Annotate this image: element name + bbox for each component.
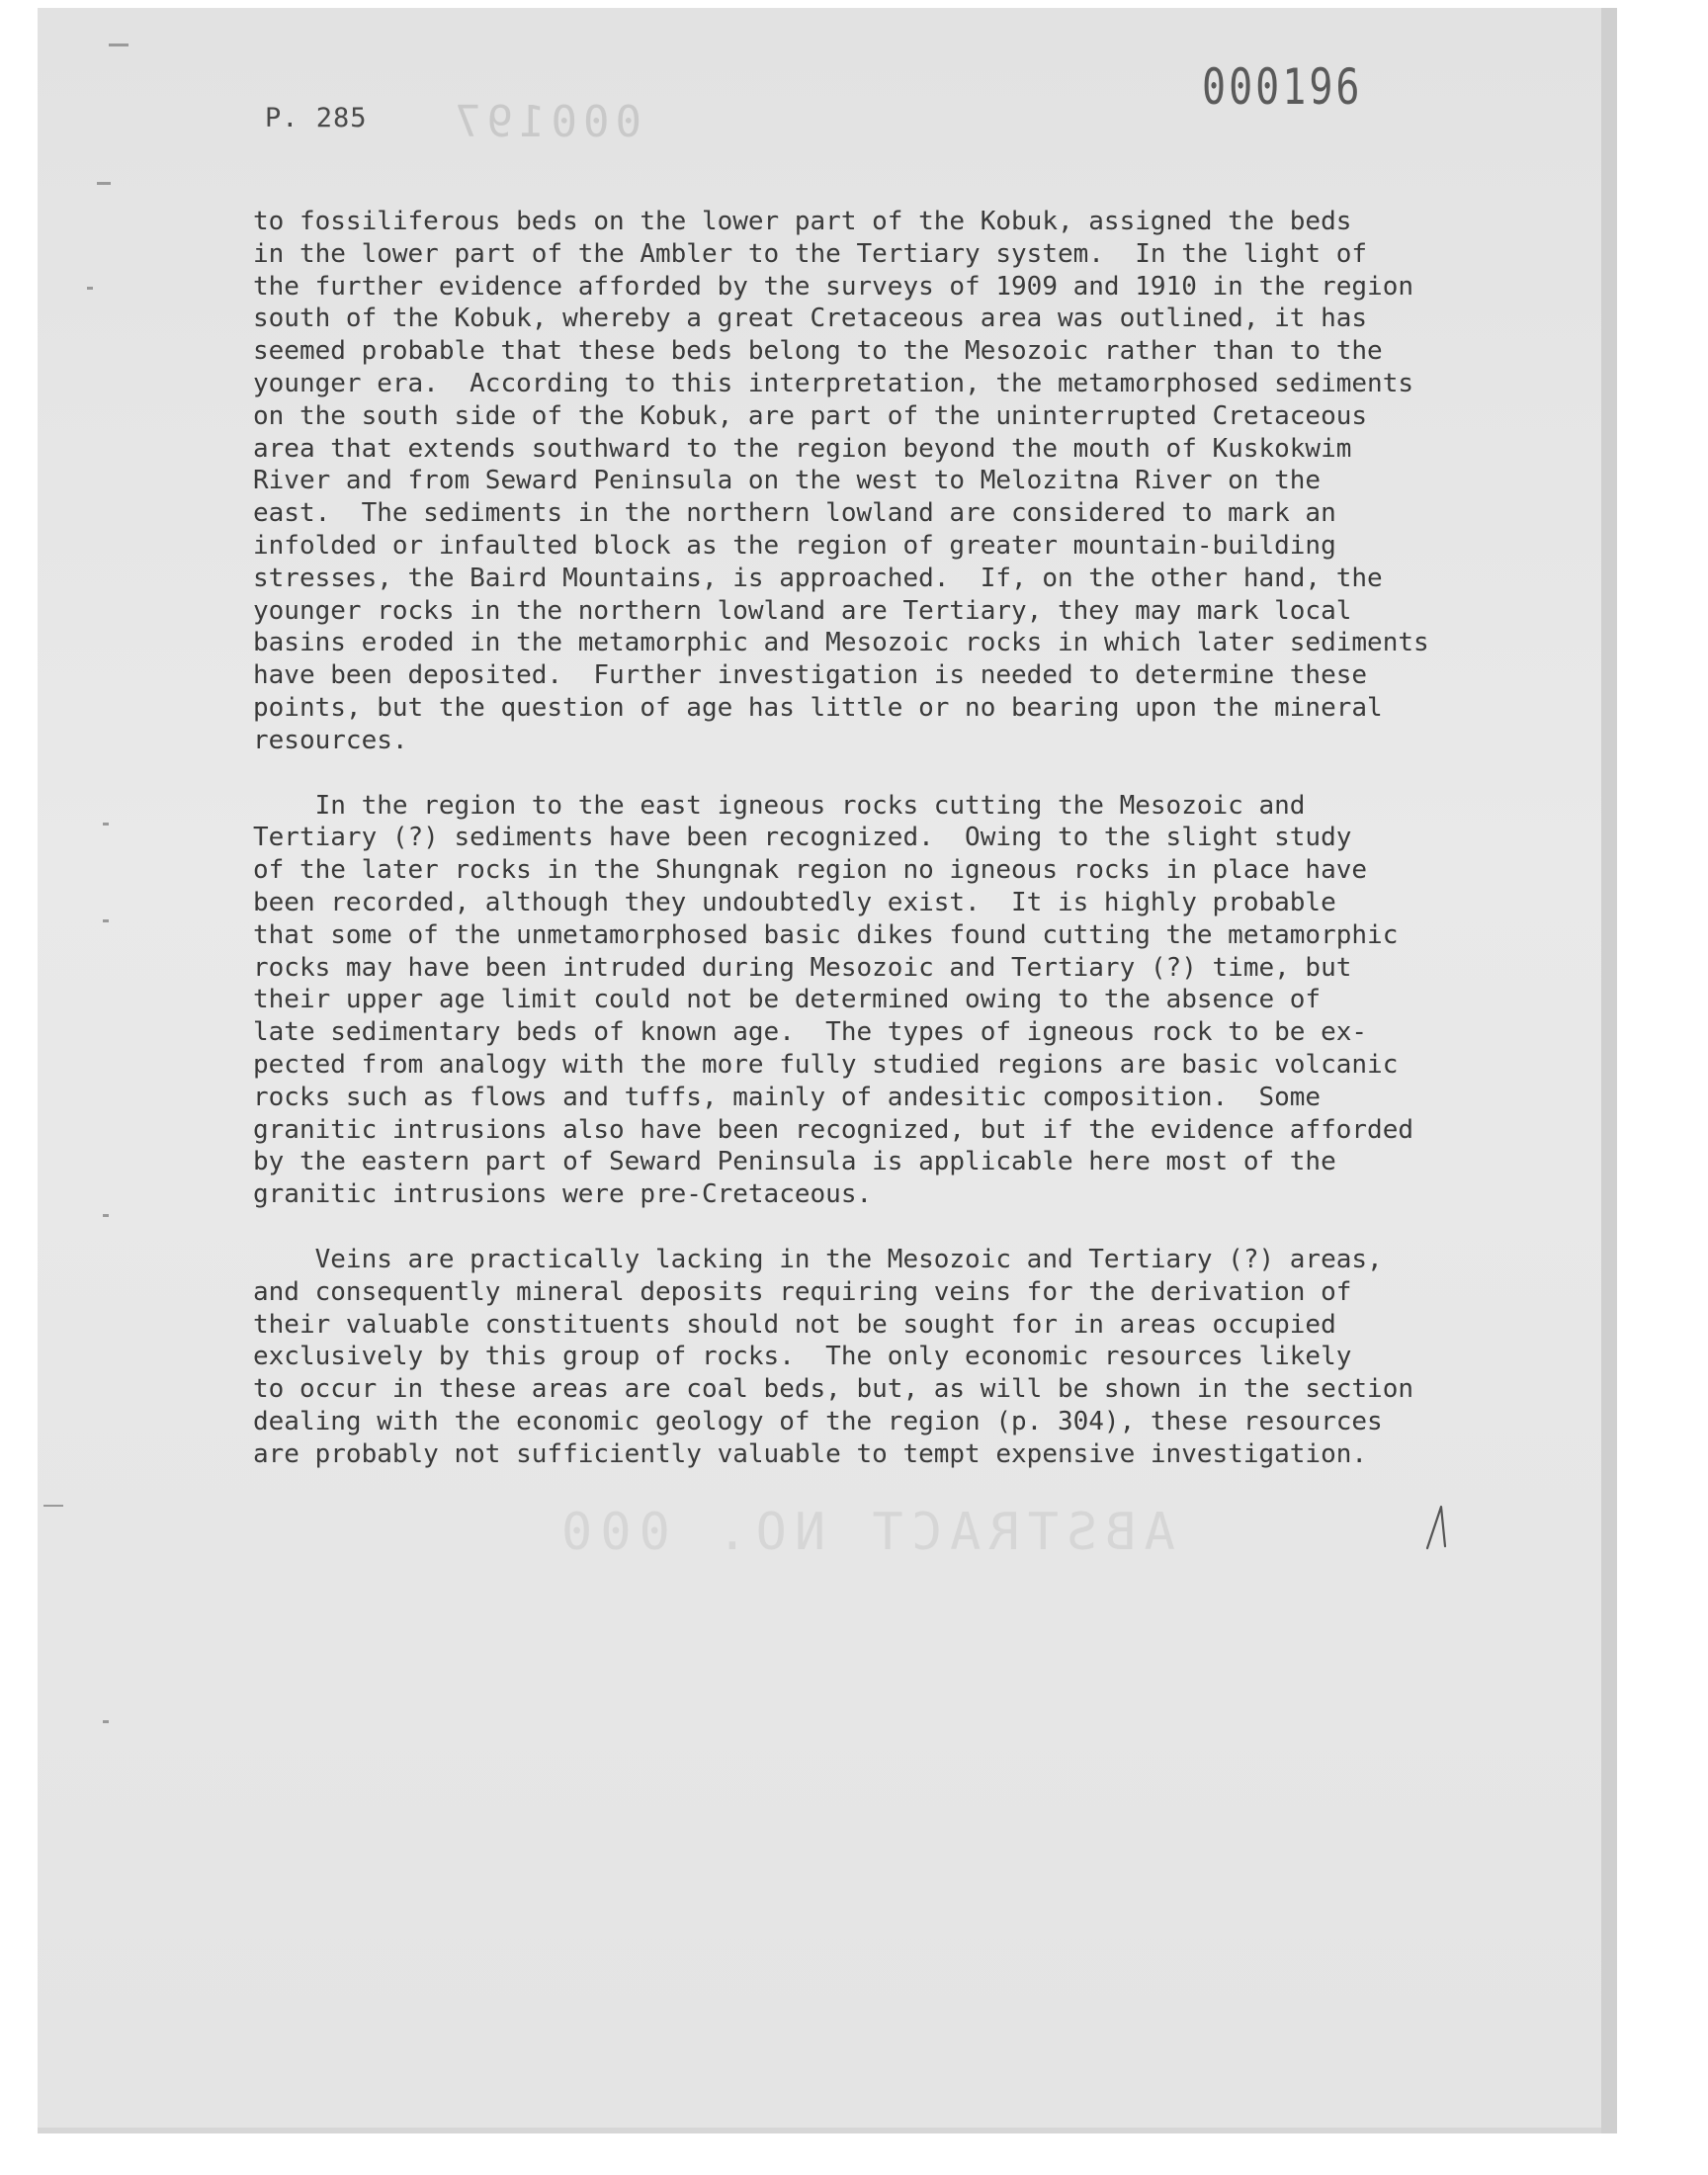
bleed-through-stamp: 000197 — [449, 97, 641, 147]
margin-mark — [103, 1214, 109, 1217]
text-line: in the lower part of the Ambler to the Tertiary system. In the light of — [253, 238, 1368, 269]
paragraph-1 — [253, 206, 1538, 757]
text-line: by the eastern part of Seward Peninsula is applicable here most of the — [253, 1147, 1336, 1177]
text-line: have been deposited. Further investigation is needed to determine these — [253, 660, 1368, 691]
text-line: pected from analogy with the more fully studied regions are basic volcanic — [253, 1049, 1399, 1080]
text-line: infolded or infaulted block as the region of greater mountain-building — [253, 530, 1336, 561]
text-line: to fossiliferous beds on the lower part of the Kobuk, assigned the beds — [253, 207, 1352, 236]
margin-mark — [103, 1720, 109, 1723]
text-line: are probably not sufficiently valuable to tempt expensive investigation. — [253, 1438, 1368, 1469]
text-line: younger rocks in the northern lowland are Tertiary, they may mark local — [253, 595, 1352, 626]
body-text — [253, 206, 1538, 1503]
text-line: rocks such as flows and tuffs, mainly of andesitic composition. Some — [253, 1082, 1322, 1112]
margin-mark — [103, 823, 109, 826]
text-line: Veins are practically lacking in the Mesozoic and Tertiary (?) areas, — [253, 1244, 1383, 1274]
text-line: east. The sediments in the northern lowland are considered to mark an — [253, 498, 1336, 529]
margin-mark — [109, 44, 128, 46]
text-line: south of the Kobuk, whereby a great Cretaceous area was outlined, it has — [253, 304, 1368, 334]
text-line: granitic intrusions also have been recognized, but if the evidence afforded — [253, 1114, 1413, 1145]
text-line: late sedimentary beds of known age. The types of igneous rock to be ex- — [253, 1017, 1368, 1048]
margin-mark — [103, 919, 109, 922]
text-line: points, but the question of age has little or no bearing upon the mineral — [253, 692, 1383, 723]
text-line: dealing with the economic geology of the region (p. 304), these resources — [253, 1406, 1383, 1436]
bates-number: 000196 — [1202, 59, 1363, 117]
text-line: their upper age limit could not be determined owing to the absence of — [253, 985, 1322, 1015]
paragraph-3 — [253, 1244, 1538, 1471]
page-edge-shadow — [1601, 8, 1617, 2133]
handwritten-check-mark — [1421, 1503, 1461, 1552]
page-number: P. 285 — [265, 103, 368, 133]
text-line: resources. — [253, 725, 408, 755]
text-line: granitic intrusions were pre-Cretaceous. — [253, 1179, 873, 1210]
text-line: exclusively by this group of rocks. The only economic resources likely — [253, 1342, 1352, 1372]
text-line: that some of the unmetamorphosed basic dikes found cutting the metamorphic — [253, 919, 1399, 950]
text-line: to occur in these areas are coal beds, but, as will be shown in the section — [253, 1374, 1413, 1405]
text-line: the further evidence afforded by the surveys of 1909 and 1910 in the region — [253, 271, 1413, 302]
text-line: younger era. According to this interpretation, the metamorphosed sediments — [253, 368, 1413, 398]
text-line: stresses, the Baird Mountains, is approached. If, on the other hand, the — [253, 563, 1383, 593]
text-line: basins eroded in the metamorphic and Mesozoic rocks in which later sediments — [253, 628, 1429, 658]
text-line: on the south side of the Kobuk, are part of the uninterrupted Cretaceous — [253, 400, 1368, 431]
text-line: seemed probable that these beds belong to the Mesozoic rather than to the — [253, 336, 1383, 367]
margin-mark — [87, 287, 93, 290]
text-line: of the later rocks in the Shungnak region no igneous rocks in place have — [253, 855, 1368, 886]
bleed-through-text: ABSTRACT NO. 000 — [554, 1503, 1175, 1562]
text-line: and consequently mineral deposits requiring veins for the derivation of — [253, 1276, 1352, 1307]
text-line: Tertiary (?) sediments have been recognized. Owing to the slight study — [253, 823, 1352, 853]
text-line: their valuable constituents should not be sought for in areas occupied — [253, 1309, 1336, 1340]
margin-mark — [43, 1505, 63, 1507]
text-line: In the region to the east igneous rocks cutting the Mesozoic and — [253, 790, 1306, 821]
text-line: area that extends southward to the region beyond the mouth of Kuskokwim — [253, 433, 1352, 464]
paragraph-2 — [253, 790, 1538, 1211]
margin-mark — [97, 182, 111, 185]
text-line: River and from Seward Peninsula on the west to Melozitna River on the — [253, 466, 1322, 496]
text-line: been recorded, although they undoubtedly exist. It is highly probable — [253, 887, 1336, 917]
text-line: rocks may have been intruded during Mesozoic and Tertiary (?) time, but — [253, 952, 1352, 983]
